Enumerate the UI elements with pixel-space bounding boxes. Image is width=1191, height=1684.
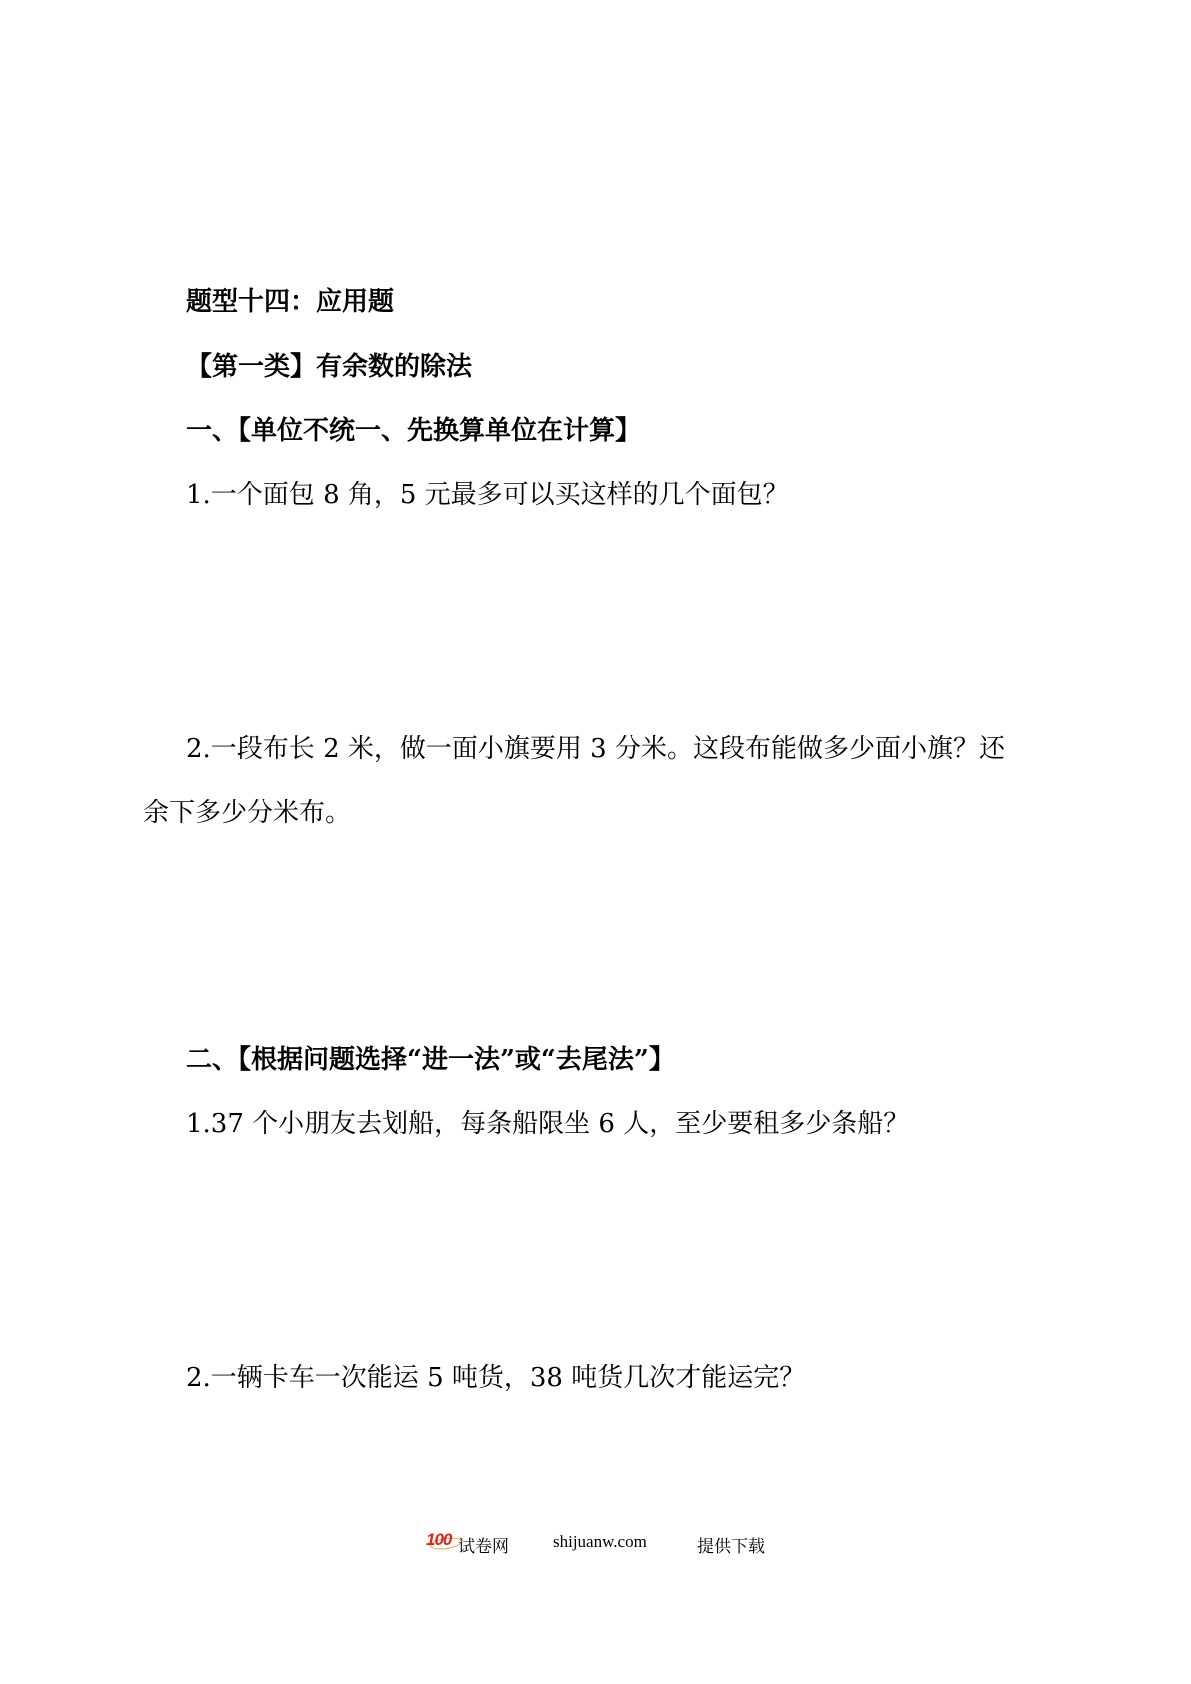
page-footer (0, 1528, 1191, 1558)
site-url[interactable]: shijuanw.com (553, 1532, 647, 1551)
section-1-question-2-line-1: 2.一段布长 2 米，做一面小旗要用 3 分米。这段布能做多少面小旗？还 (186, 734, 1005, 764)
download-text: 提供下载 (697, 1537, 765, 1556)
section-1-question-2-line-2: 余下多少分米布。 (143, 798, 352, 828)
site-name: 试卷网 (458, 1537, 509, 1556)
section-2-question-2: 2.一辆卡车一次能运 5 吨货，38 吨货几次才能运完？ (186, 1363, 806, 1393)
section-2-question-1: 1.37 个小朋友去划船，每条船限坐 6 人，至少要租多少条船？ (186, 1109, 910, 1139)
category-title: 【第一类】有余数的除法 (186, 352, 473, 382)
section-1-question-1: 1.一个面包 8 角，5 元最多可以买这样的几个面包？ (186, 480, 789, 510)
section-1-title: 一、【单位不统一、先换算单位在计算】 (186, 416, 642, 446)
page-heading: 题型十四：应用题 (186, 287, 395, 317)
section-2-title: 二、【根据问题选择“进一法”或“去尾法”】 (186, 1045, 675, 1075)
logo-number: 100 (426, 1530, 452, 1549)
